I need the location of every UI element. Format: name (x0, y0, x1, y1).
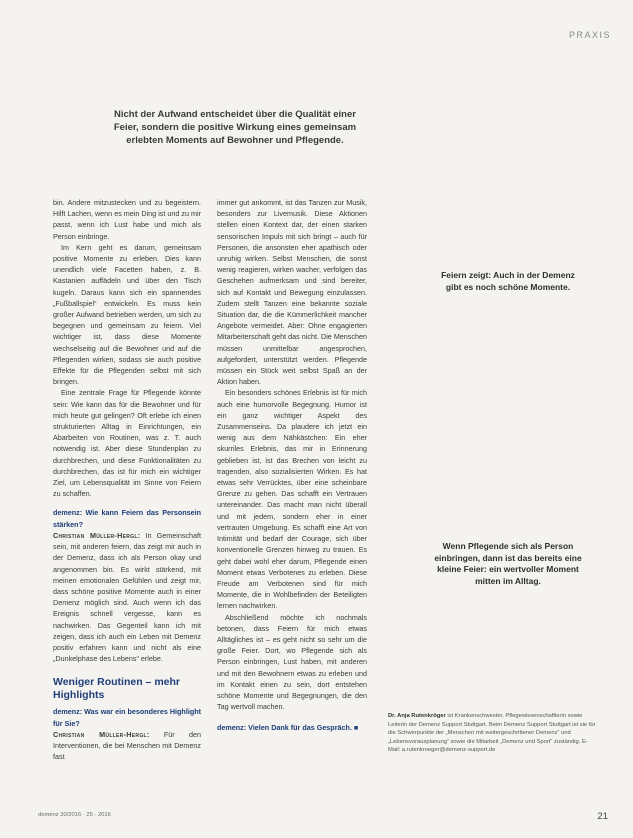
middle-paragraph-1: immer gut ankommt, ist das Tanzen zur Musik, besonders zur Livemusik. Diese Aktionen stellen einen Kontext dar, der einen starken sensorischen Impuls mit sich bringt – auch für Personen, die ansonsten eher apathisch oder unruhig wirken. Selbst Menschen, die sonst wenig reagieren, wirken wacher, verfolgen das Geschehen aufmerksam und sind bereiter, sich auf Kontakt und Bewegung einzulassen. Zudem stellt Tanzen eine bekannte soziale Situation dar, die die Kümmerlichkeit mancher Angebote vermeidet. Aber: Ohne engagierten Mitarbeiterschaft geht das nicht. Die Menschen müssen unmittelbar angesprochen, aufgefordert, unterstützt werden. Pflegende müssen ein Stück weit selbst Spaß an der Aktion haben. (217, 198, 367, 387)
middle-paragraph-3: Abschließend möchte ich nochmals betonen, dass Feiern für mich etwas Alltägliches ist – es geht nicht so sehr um die große Feier. Dort, wo Pflegende sich als Person einbringen, Lust haben, mit anderen und mit den Bewohnern etwas zu erleben und im Kontakt einen zu sein, dort entstehen schöne Momente und Begegnungen, die den Tag wertvoll machen. (217, 612, 367, 712)
answer-text: In Gemeinschaft sein, mit anderen feiern, das zeigt mir auch in der Demenz, dass ich als Person okay und angenommen bin. Es wirkt stärkend, mit meinen emotionalen Gefühlen und zeigt mir, dass schöne positive Momente auch in einer Demenz möglich sind. Auch wenn ich das Ereignis schnell vergesse, kann es nachwirken. Das Gegenteil kann ich mit zeigen, dass ich auch ein Leben mit Demenz positiv erfahren kann und nicht als eine „Dunkelphase des Lebens“ erlebe. (53, 530, 202, 664)
interview-question-1: demenz: Wie kann Feiern das Personsein stärken? (53, 508, 201, 529)
page-number: 21 (597, 811, 608, 822)
footer-issue: demenz 30/2016 · 25 · 2016 (38, 812, 111, 818)
section-subheading: Weniger Routinen – mehr Highlights (53, 676, 180, 702)
interview-closing (217, 722, 367, 733)
side-quote-1: Feiern zeigt: Auch in der Demenz gibt es noch schöne Momente. (441, 270, 575, 292)
speaker-name: Christian Müller-Hergl: (53, 729, 150, 739)
author-bio-text: ist Krankenschwester, Pflegewissenschaftlerin sowie Leiterin der Demenz Support Stuttgart. Beim Demenz Support Stuttgart ist sie für die Schwerpunkte der „Menschen mit weitergeschrittener Demenz“ und „Lebensvorausplanung“ sowie die Mitarbeit „Demenz und Sport“ zuständig. E-Mail: a.rutenkroeger@demenz-support.de (388, 713, 596, 754)
closing-text: demenz: Vielen Dank für das Gespräch. (217, 723, 352, 733)
left-paragraph-1: bin. Andere mitzustecken und zu begeistern. Hilft Lachen, wenn es mein Ding ist und zu mir passt, wenn ich Lust habe und mich als Person einbringe. (53, 198, 201, 241)
side-quote-2: Wenn Pflegende sich als Person einbringen, dann ist das bereits eine kleine Feier: ein wertvoller Moment mitten im Alltag. (434, 541, 582, 586)
left-paragraph-3: Eine zentrale Frage für Pflegende könnte sein: Wie kann das für die Bewohner und für mich heute gut gelingen? Oft erlebe ich einen strukturierten Alltag in Einrichtungen, ein Abarbeiten von Routinen, was z. T. auch notwendig ist. Aber diese Stundenplan zu durchbrechen, und diese Funktionalitäten zu durchbrechen, das ist für mich ein wichtiger Ziel, um Lebensqualität im Sinne von Feiern zu schaffen. (53, 388, 201, 499)
left-paragraph-2: Im Kern geht es darum, gemeinsam positive Momente zu erleben. Dies kann unendlich viele Facetten haben, z. B. Kastanien auffädeln und über den Tisch kugeln. Daraus kann sich ein spannendes „Fußballspiel“ entwickeln. Es muss kein großer Aufwand betrieben werden, um sich zu begegnen und gemeinsam zu feiern. Viel wichtiger ist, dass diese Momente wechselseitig auf die Bewohner und auf die Pflegenden wirken, sodass sie auch positive Effekte für die Pflegenden selbst mit sich bringen. (53, 242, 201, 387)
interview-answer-2 (53, 729, 201, 763)
end-mark-icon: ■ (353, 723, 359, 733)
author-bio (388, 712, 596, 755)
middle-column (217, 197, 367, 734)
middle-paragraph-2: Ein besonders schönes Erlebnis ist für mich auch eine humorvolle Begegnung. Humor ist ein ganz wichtiger Aspekt des Zusammenseins. Da plaudere ich jetzt ein wenig aus dem Nähkästchen: Ein eher skurriles Erlebnis, das mir in Erinnerung geblieben ist, ist das Brechen von leicht zu tragenden, also sozialisierten Wirken. Es hat etwas sehr Verrücktes, über eine scheinbare Grenze zu gehen. Das schafft ein Vertrauen untereinander. Das macht man nicht überall und mit jedem, sondern eher in einer vertrauten Umgebung. Es schafft eine Art von Intimität und bedarf der Courage, sich über konventionelle Grenzen hinweg zu trauen. Es geht dabei wohl eher darum, Pflegende einen Moment etwas Verbotenes zu erleben. Diese Freude am Verbotenen sind für mich Momente, die in Wohlbefinden der Beteiligten lernen nachwirken. (217, 388, 367, 611)
section-label: PRAXIS (568, 30, 611, 40)
interview-answer-1 (53, 530, 201, 664)
author-name: Dr. Anja Rutenkröger (388, 713, 446, 719)
left-column (53, 197, 201, 762)
interview-question-2: demenz: Was war ein besonderes Highlight für Sie? (53, 707, 201, 728)
pull-quote: Nicht der Aufwand entscheidet über die Qualität einer Feier, sondern die positive Wirkung eines gemeinsam erlebten Moments auf Bewohner und Pflegende. (113, 109, 357, 146)
speaker-name: Christian Müller-Hergl: (53, 530, 141, 540)
answer-text: Für den Interventionen, die bei Menschen mit Demenz fast (53, 729, 202, 762)
